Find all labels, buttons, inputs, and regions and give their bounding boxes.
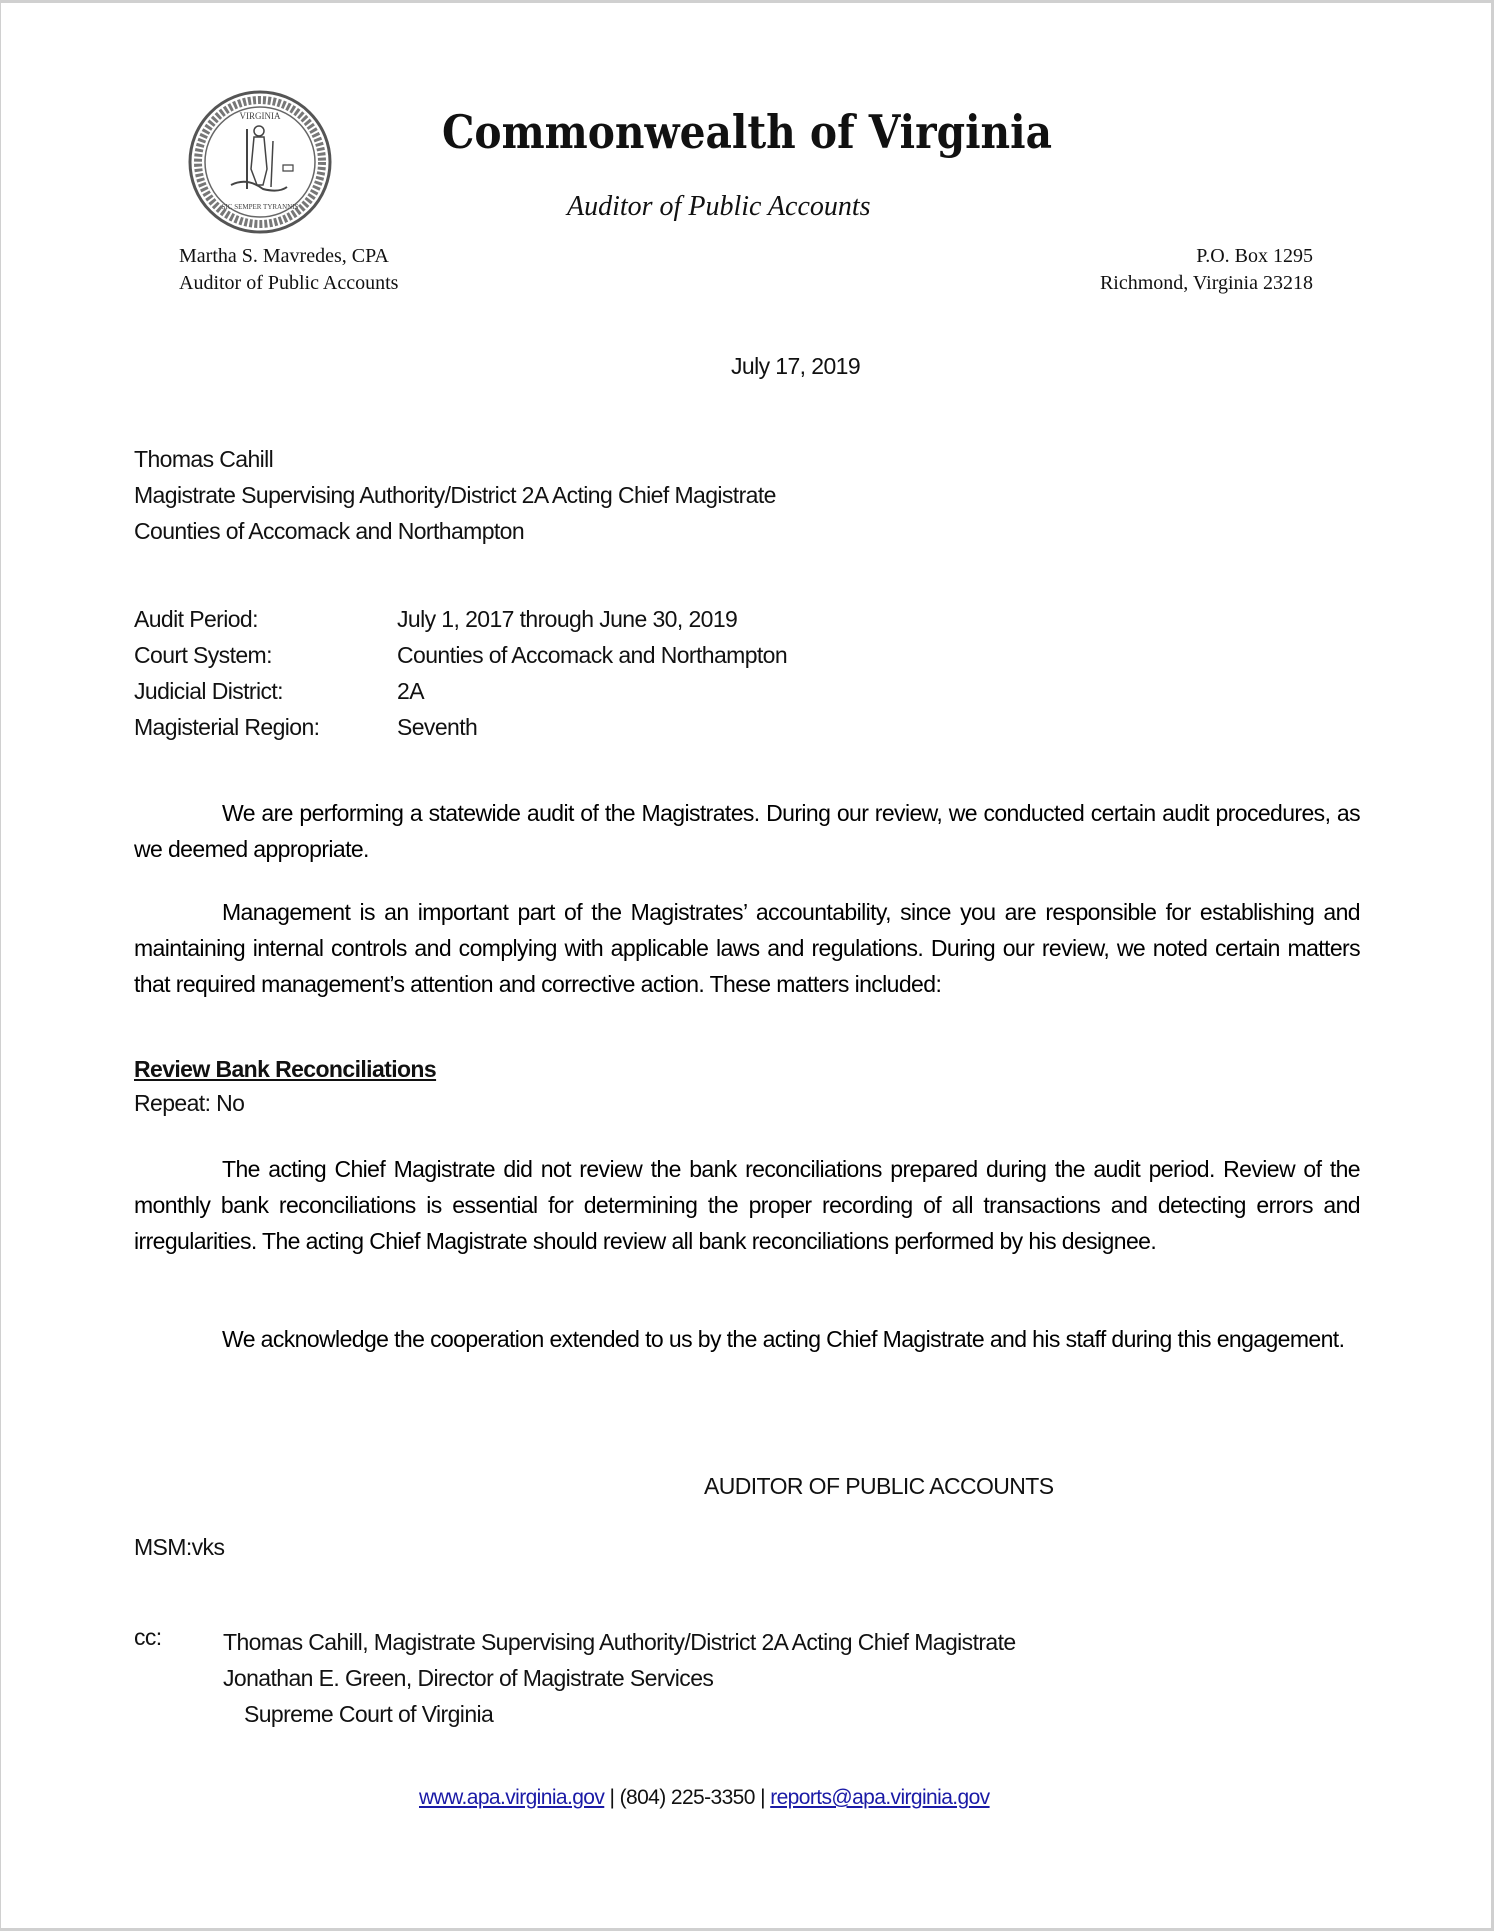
management-text: Management is an important part of the Magistrates’ accountability, since you are responsible for establishing and maintaining internal controls and complying with applicable laws and regulations. During our review, we noted certain matters that required management’s attention and corrective action. These matters included: [134, 899, 1360, 997]
footer-separator: | [760, 1786, 765, 1809]
cc-list [223, 1624, 1016, 1732]
audit-info-row [134, 709, 787, 745]
auditor-title: Auditor of Public Accounts [179, 272, 399, 294]
recipient-title: Magistrate Supervising Authority/District 2A Acting Chief Magistrate [134, 482, 776, 508]
audit-info-row [134, 673, 787, 709]
acknowledgement-text: We acknowledge the cooperation extended to us by the acting Chief Magistrate and his staff during this engagement. [222, 1326, 1345, 1352]
mailing-address-block [1100, 243, 1313, 297]
signature-line: AUDITOR OF PUBLIC ACCOUNTS [704, 1473, 1054, 1499]
audit-info-value: Counties of Accomack and Northampton [397, 642, 788, 668]
audit-info-row [134, 637, 787, 673]
audit-info-label: Magisterial Region: [134, 714, 320, 740]
phone-number: (804) 225-3350 [619, 1786, 755, 1809]
letterhead-title: Commonwealth of Virginia [442, 105, 1052, 159]
audit-info-row [134, 601, 787, 637]
intro-paragraph [134, 795, 1360, 867]
cc-recipient: Thomas Cahill, Magistrate Supervising Authority/District 2A Acting Chief Magistrate [223, 1629, 1016, 1655]
cc-label: cc: [134, 1624, 162, 1650]
letterhead-subtitle: Auditor of Public Accounts [567, 191, 871, 222]
city-state-zip: Richmond, Virginia 23218 [1099, 272, 1313, 294]
audit-info-value: 2A [397, 678, 424, 704]
svg-text:SIC SEMPER TYRANNIS: SIC SEMPER TYRANNIS [221, 203, 299, 211]
recipient-name: Thomas Cahill [134, 446, 274, 472]
footer-separator: | [609, 1786, 615, 1809]
reference-initials: MSM:vks [134, 1534, 225, 1560]
finding-repeat-status: Repeat: No [134, 1090, 245, 1116]
audit-info-label: Court System: [134, 642, 272, 668]
acknowledgement-paragraph [134, 1321, 1360, 1357]
cc-recipient-organization: Supreme Court of Virginia [244, 1701, 494, 1727]
audit-info-label: Audit Period: [134, 606, 258, 632]
finding-text: The acting Chief Magistrate did not review the bank reconciliations prepared during the audit period. Review of the monthly bank reconciliations is essential for determining the proper recording of all transactions and detecting errors and irregularities. The acting Chief Magistrate should review all bank reconciliations performed by his designee. [134, 1156, 1360, 1254]
svg-text:VIRGINIA: VIRGINIA [239, 111, 281, 121]
auditor-name: Martha S. Mavredes, CPA [179, 245, 389, 267]
email-link[interactable]: reports@apa.virginia.gov [770, 1786, 990, 1809]
virginia-seal-icon [187, 89, 333, 235]
audit-info-value: Seventh [397, 714, 478, 740]
footer-contact [419, 1786, 990, 1810]
finding-heading: Review Bank Reconciliations [134, 1056, 437, 1082]
recipient-block [134, 441, 776, 549]
po-box: P.O. Box 1295 [1196, 245, 1313, 267]
letter-date: July 17, 2019 [731, 353, 861, 379]
audit-info-label: Judicial District: [134, 678, 283, 704]
cc-recipient: Jonathan E. Green, Director of Magistrate Services [223, 1665, 714, 1691]
document-page [1, 3, 1491, 1928]
intro-text: We are performing a statewide audit of the Magistrates. During our review, we conducted certain audit procedures, as we deemed appropriate. [134, 800, 1360, 862]
management-paragraph [134, 894, 1360, 1002]
auditor-name-block [179, 243, 398, 297]
finding-paragraph [134, 1151, 1360, 1259]
audit-info-table [134, 601, 787, 745]
audit-info-value: July 1, 2017 through June 30, 2019 [397, 606, 738, 632]
recipient-organization: Counties of Accomack and Northampton [134, 518, 525, 544]
website-link[interactable]: www.apa.virginia.gov [419, 1786, 605, 1809]
